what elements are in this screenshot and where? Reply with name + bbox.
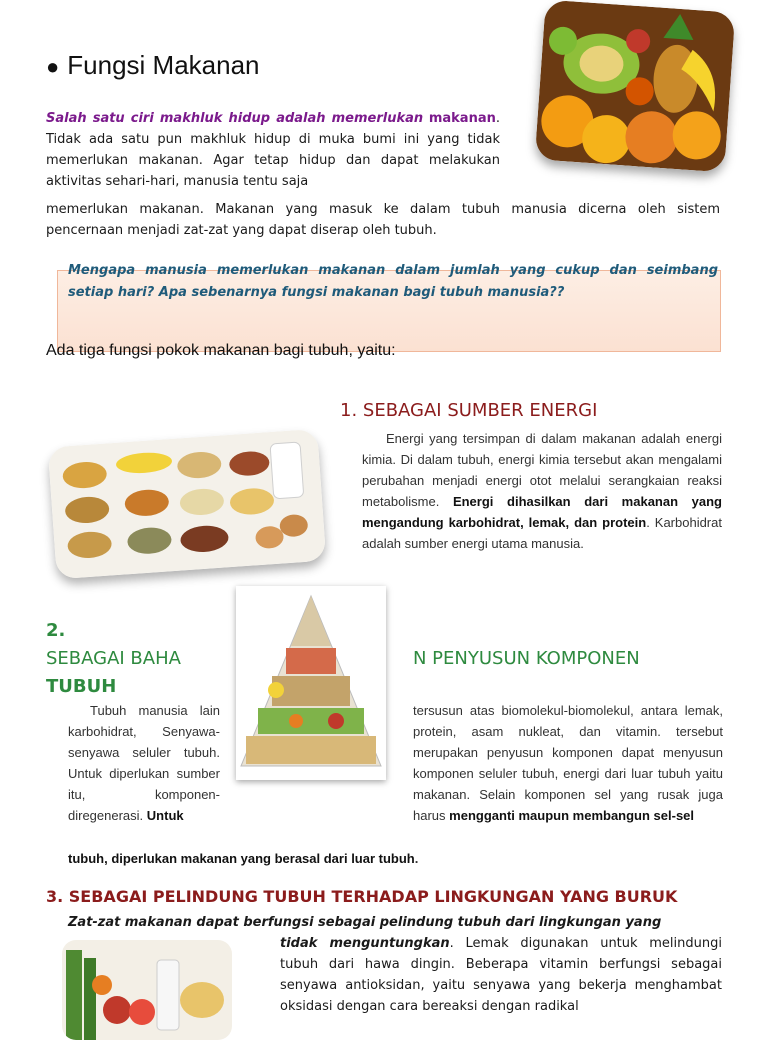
- intro-highlight: Salah satu ciri makhluk hidup adalah memerlukan: [46, 111, 424, 126]
- intro-text: . Tidak ada satu pun makhluk hidup di muka bumi ini yang tidak memerlukan makanan. Agar tetap hidup dan dapat melakukan aktivitas sehari-hari, manusia tentu saja: [46, 111, 500, 189]
- vegetables-photo: [62, 940, 232, 1040]
- question-text: Mengapa manusia memerlukan makanan dalam jumlah yang cukup dan seimbang setiap hari? Apa sebenarnya fungsi makanan bagi tubuh manusia??: [68, 263, 718, 300]
- section1-heading: 1. SEBAGAI SUMBER ENERGI: [340, 400, 598, 421]
- lead-sentence: Ada tiga fungsi pokok makanan bagi tubuh, yaitu:: [46, 342, 396, 359]
- vegetables-illustration: [62, 940, 232, 1040]
- section3-heading: 3. SEBAGAI PELINDUNG TUBUH TERHADAP LINGKUNGAN YANG BURUK: [46, 887, 678, 906]
- section2-heading-right: N PENYUSUN KOMPONEN: [413, 648, 640, 669]
- intro-paragraph-top: [46, 108, 500, 192]
- section2-right-text: tersusun atas biomolekul-biomolekul, antara lemak, protein, asam nukleat, dan vitamin. tersebut merupakan penyusun komponen dapat menyusun komponen seluler tubuh, energi dari luar tubuh yaitu makanan. Selain komponen sel yang rusak juga harus: [413, 703, 723, 823]
- grains-illustration: [48, 429, 327, 580]
- section2-left-text: Tubuh manusia lain karbohidrat, Senyawa-senyawa seluler tubuh. Untuk diperlukan sumber itu, komponen-diregenerasi.: [68, 703, 220, 823]
- page-title-text: Fungsi Makanan: [67, 50, 260, 80]
- section3-body: [280, 933, 722, 1017]
- fruit-basket-photo: [535, 0, 736, 172]
- section2-tail-text: .: [414, 851, 419, 866]
- section2-number: 2.: [46, 620, 66, 641]
- section2-tail: [68, 848, 728, 869]
- fruit-illustration: [535, 0, 736, 172]
- section1-text: Energi yang tersimpan di dalam makanan adalah energi kimia. Di dalam tubuh, energi kimia tersebut akan mengalami perubahan menjadi energi otot melalui serangkaian reaksi metabolisme.: [362, 431, 722, 509]
- grains-photo: [48, 429, 327, 580]
- section1-bold-text: Energi dihasilkan dari makanan yang mengandung karbohidrat, lemak, dan protein: [362, 494, 722, 530]
- food-pyramid-illustration: [236, 586, 386, 780]
- intro-paragraph-bottom: memerlukan makanan. Makanan yang masuk ke dalam tubuh manusia dicerna oleh sistem pencernaan menjadi zat-zat yang dapat diserap oleh tubuh.: [46, 202, 720, 238]
- section2-heading-left: SEBAGAI BAHA: [46, 648, 181, 669]
- section3-bold-text: tidak menguntungkan: [280, 936, 450, 951]
- section2-body-left: [68, 700, 220, 826]
- intro-highlight-word: makanan: [428, 111, 496, 126]
- food-pyramid-photo: [236, 586, 386, 780]
- bullet-icon: ●: [46, 54, 60, 79]
- section3-lead: Zat-zat makanan dapat berfungsi sebagai pelindung tubuh dari lingkungan yang: [68, 915, 662, 930]
- section2-body-right: [413, 700, 723, 826]
- section1-body: [362, 428, 722, 554]
- section2-tail-bold: tubuh, diperlukan makanan yang berasal dari luar tubuh: [68, 851, 415, 866]
- section3-text: . Lemak digunakan untuk melindungi tubuh dari hawa dingin. Beberapa vitamin berfungsi sebagai senyawa antioksidan, yaitu senyawa yang bekerja menghambat oksidasi dengan cara bereaksi dengan radikal: [280, 936, 722, 1014]
- section1-tail-text: . Karbohidrat adalah sumber energi utama manusia.: [362, 515, 722, 551]
- section2-right-bold: mengganti maupun membangun sel-sel: [449, 808, 695, 823]
- page-title: [46, 50, 260, 81]
- section2-heading-line2: TUBUH: [46, 676, 117, 697]
- section2-left-bold: Untuk: [146, 808, 184, 823]
